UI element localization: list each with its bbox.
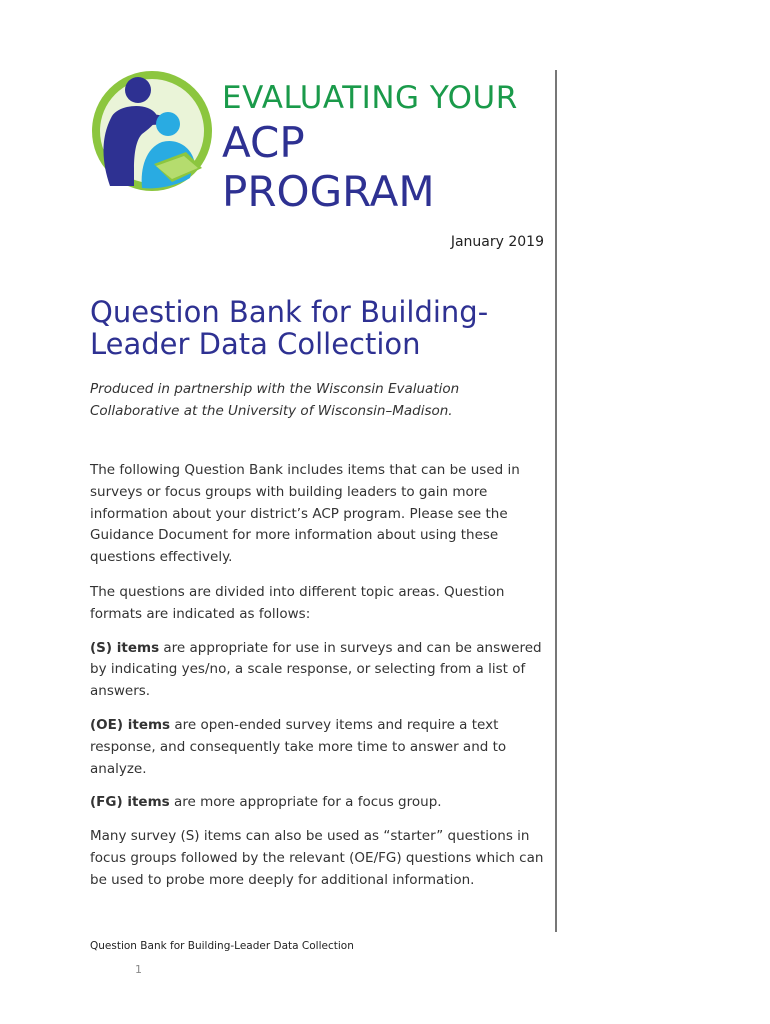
fg-items-label: (FG) items — [90, 794, 170, 811]
title-acp: ACP — [222, 118, 305, 167]
title-evaluating-your: EVALUATING YOUR — [222, 80, 518, 116]
oe-items-paragraph — [90, 715, 546, 780]
formats-paragraph: The questions are divided into different topic areas. Question formats are indicated as follows: — [90, 583, 505, 622]
acp-logo-icon — [90, 68, 214, 194]
fg-items-text: are more appropriate for a focus group. — [169, 794, 442, 811]
intro-paragraph: The following Question Bank includes items that can be used in surveys or focus groups with building leaders to gain more information about your district’s ACP program. Please see the Guidance Document for more information about using these questions effectively. — [90, 462, 520, 566]
page-number: 1 — [135, 963, 142, 976]
body-text — [90, 460, 546, 904]
oe-items-label: (OE) items — [90, 716, 171, 733]
page-footer: Question Bank for Building-Leader Data Collection — [90, 940, 354, 952]
oe-items-text: are open-ended survey items and require a text response, and consequently take more time to answer and to analyze. — [90, 716, 507, 777]
vertical-divider — [555, 70, 557, 932]
s-items-label: (S) items — [90, 639, 160, 656]
s-items-text: are appropriate for use in surveys and can be answered by indicating yes/no, a scale response, or selecting from a list of answers. — [90, 639, 542, 700]
report-title — [222, 78, 547, 216]
document-heading: Question Bank for Building-Leader Data Collection — [90, 295, 489, 361]
s-items-paragraph — [90, 638, 546, 703]
partnership-note: Produced in partnership with the Wisconsin Evaluation Collaborative at the University of Wisconsin–Madison. — [90, 381, 460, 419]
fg-items-paragraph — [90, 792, 546, 814]
starter-questions-paragraph: Many survey (S) items can also be used as “starter” questions in focus groups followed by the relevant (OE/FG) questions which can be used to probe more deeply for additional information. — [90, 828, 544, 888]
publication-date: January 2019 — [450, 234, 544, 250]
title-program: PROGRAM — [222, 167, 435, 216]
